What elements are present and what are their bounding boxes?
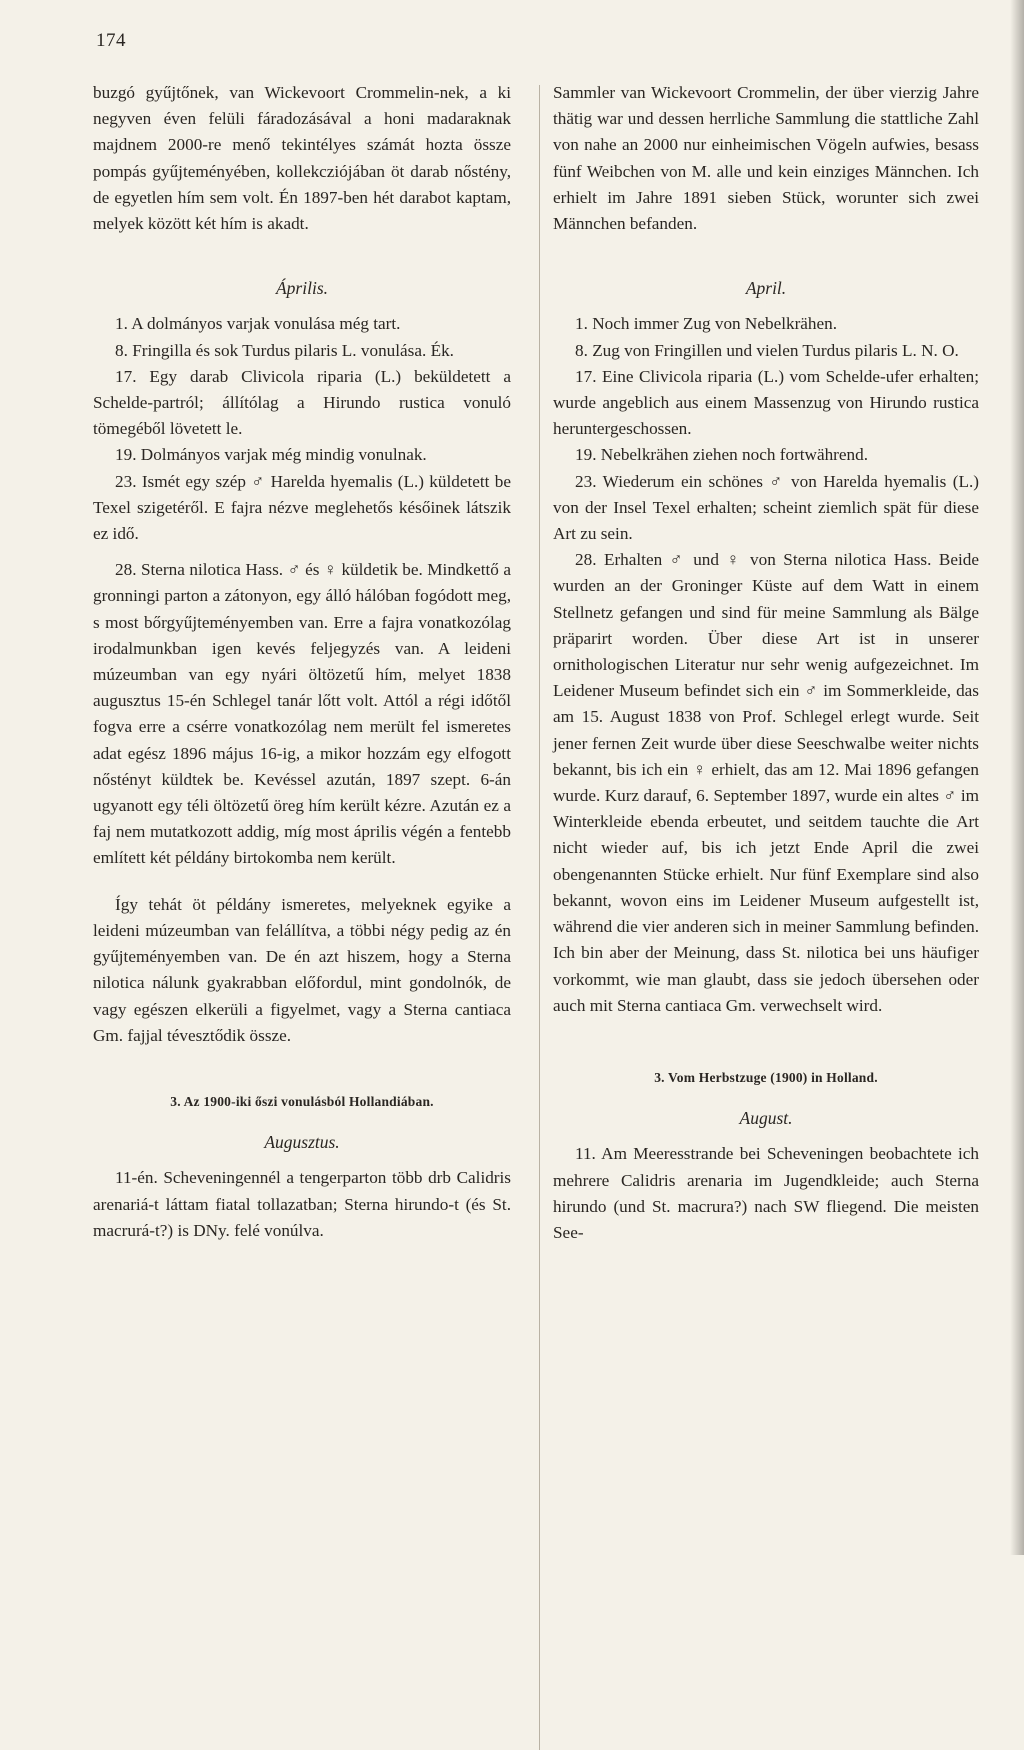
page-number: 174 <box>96 30 126 51</box>
hungarian-entry-19: 19. Dolmányos varjak még mindig vonulnak. <box>115 445 427 465</box>
german-column <box>553 80 979 1246</box>
german-entry-19: 19. Nebelkrähen ziehen noch fortwährend. <box>575 445 869 465</box>
column-divider <box>539 85 540 1750</box>
german-month-april: April. <box>745 278 787 299</box>
hungarian-entry-28: 28. Sterna nilotica Hass. ♂ és ♀ küldetik be. Mindkettő a gronningi parton a zátonyon, egy álló hálóban fogódott meg, s most bőrgyűjteményemben van. Erre a fajra vonatkozólag irodalmunkban igen kevés feljegyzés van. A leideni múzeumban van egy nyári öltözetű hím, melyet 1838 augusztus 15-én Schlegel tanár lőtt volt. Attól a régi időtől fogva erre a csérre vonatkozólag nem merült fel ismeretes adat egész 1896 május 16-ig, a mikor hozzám egy elfogott nőstényt küldtek be. Kevéssel azután, 1897 szept. 6-án ugyanott egy téli öltözetű öreg hím került kézre. Azután ez a faj nem mutatkozott addig, míg most április végén a fentebb említett két példány birtokomba nem került. <box>93 560 511 868</box>
german-entry-28: 28. Erhalten ♂ und ♀ von Sterna nilotica Hass. Beide wurden an der Groninger Küste auf dem Watt in einem Stellnetz gefangen und sind für meine Sammlung als Bälge präparirt worden. Über diese Art ist in unserer ornithologischen Literatur nur sehr wenig aufgezeichnet. Im Leidener Museum befindet sich ein ♂ im Sommerkleide, das am 15. August 1838 von Prof. Schlegel erlegt wurde. Seit jener fernen Zeit wurde über diese Seeschwalbe weiter nichts bekannt, bis ich ein ♀ erhielt, das am 12. Mai 1896 gefangen wurde. Kurz darauf, 6. September 1897, wurde ein altes ♂ im Winterkleide ebenda erbeutet, und seitdem tauchte die Art nicht wieder auf, bis ich jetzt Ende April die zwei obengenannten Stücke erhielt. Nur fünf Exemplare sind also bekannt, wovon eins im Leidener Museum aufgestellt ist, während die vier anderen sich in meiner Sammlung befinden. Ich bin aber der Meinung, dass St. nilotica bei uns häufiger vorkommt, wie man glaubt, dass sie jedoch übersehen oder auch mit Sterna cantiaca Gm. verwechselt wird. <box>553 550 979 1015</box>
hungarian-entry-23: 23. Ismét egy szép ♂ Harelda hyemalis (L.) küldetett be Texel szigetéről. E fajra nézve meglehetős későinek látszik ez idő. <box>93 471 511 544</box>
german-intro: Sammler van Wickevoort Crommelin, der über vierzig Jahre thätig war und dessen herrliche Sammlung die stattliche Zahl von nahe an 2000 nur einheimischen Vögeln aufwies, besass fünf Weibchen von M. alle und kein einziges Männchen. Ich erhielt im Jahre 1891 sieben Stück, worunter sich zwei Männchen befanden. <box>553 83 979 234</box>
hungarian-entry-1: 1. A dolmányos varjak vonulása még tart. <box>115 314 401 334</box>
german-entry-8: 8. Zug von Fringillen und vielen Turdus pilaris L. N. O. <box>575 340 959 360</box>
hungarian-month-august: Augusztus. <box>264 1132 340 1153</box>
german-month-august: August. <box>739 1108 793 1129</box>
hungarian-month-april: Április. <box>275 278 329 299</box>
hungarian-section-heading: 3. Az 1900-iki őszi vonulásból Hollandiában. <box>170 1093 434 1109</box>
hungarian-closing: Így tehát öt példány ismeretes, melyeknek egyike a leideni múzeumban van felállítva, a többi négy pedig az én gyűjteményemben van. De én azt hiszem, hogy a Sterna nilotica nálunk gyakrabban előfordul, mint gondolnók, de vagy egészen elkerüli a figyelmet, vagy a Sterna cantiaca Gm. fajjal tévesztődik össze. <box>93 894 511 1045</box>
german-entry-23: 23. Wiederum ein schönes ♂ von Harelda hyemalis (L.) von der Insel Texel erhalten; scheint ziemlich spät für diese Art zu sein. <box>553 471 979 544</box>
hungarian-entry-17: 17. Egy darab Clivicola riparia (L.) beküldetett a Schelde-partról; állítólag a Hirundo rustica vonuló tömegéből lövetett le. <box>93 366 511 439</box>
german-august-text: 11. Am Meeresstrande bei Scheveningen beobachtete ich mehrere Calidris arenaria im Jugendkleide; auch Sterna hirundo (und St. macrura?) nach SW fliegend. Die meisten See- <box>553 1144 979 1242</box>
hungarian-august-text: 11-én. Scheveningennél a tengerparton több drb Calidris arenariá-t láttam fiatal tollazatban; Sterna hirundo-t (és St. macrurá-t?) is DNy. felé vonúlva. <box>93 1168 511 1240</box>
german-entry-1: 1. Noch immer Zug von Nebelkrähen. <box>575 314 838 334</box>
hungarian-column <box>93 80 511 1244</box>
german-section-heading: 3. Vom Herbstzuge (1900) in Holland. <box>654 1069 878 1085</box>
german-entry-17: 17. Eine Clivicola riparia (L.) vom Schelde-ufer erhalten; wurde angeblich aus einem Massenzug von Hirundo rustica heruntergeschossen. <box>553 366 979 439</box>
page-edge-shadow <box>1010 0 1024 1555</box>
hungarian-intro: buzgó gyűjtőnek, van Wickevoort Crommelin-nek, a ki negyven éven felüli fáradozásával a honi madaraknak majdnem 2000-re menő tekintélyes számát hozta össze pompás gyűjteményében, kollekcziójában öt darab nőstény, de egyetlen hím sem volt. Én 1897-ben hét darabot kaptam, melyek között két hím is akadt. <box>93 83 511 234</box>
hungarian-entry-8: 8. Fringilla és sok Turdus pilaris L. vonulása. Ék. <box>115 340 454 360</box>
